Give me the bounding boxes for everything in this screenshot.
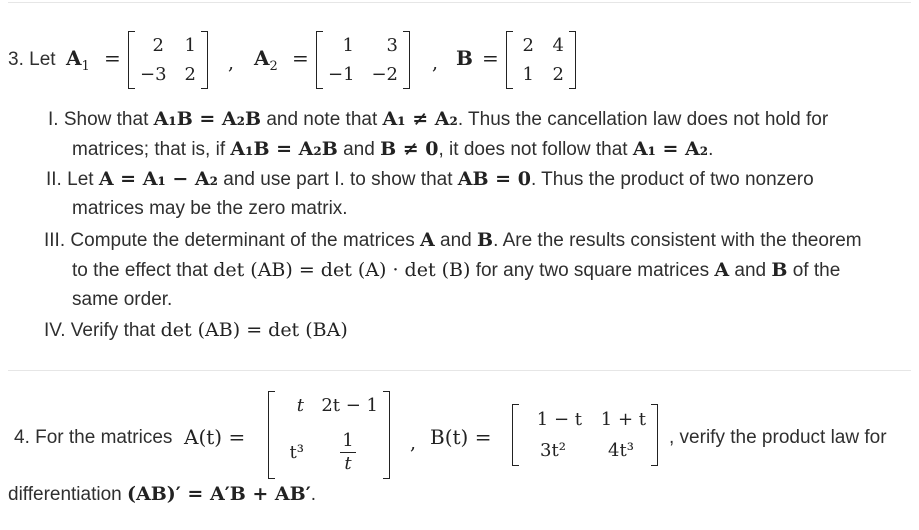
fraction-numerator: 1 [342, 430, 354, 452]
comma: , [432, 52, 439, 74]
matrix-cell: 4 [552, 34, 564, 56]
matrix-cell: 1 − t [536, 408, 582, 430]
matrix-cell: 2 [152, 34, 164, 56]
math-expression: A [714, 259, 730, 281]
math-expression: det (AB) = det (BA) [160, 319, 348, 341]
equals-sign: = [292, 46, 309, 70]
math-expression: A₁B = A₂B [230, 138, 338, 160]
matrix-cell: −3 [140, 63, 167, 85]
math-expression: B [477, 229, 494, 251]
roman-numeral: III. [44, 230, 66, 251]
matrix-cell: 3t² [540, 439, 566, 461]
math-expression: (AB)′ = A′B + AB′ [127, 483, 311, 505]
equals-sign: = [104, 46, 121, 70]
matrix-cell: −2 [371, 63, 398, 85]
a1-label: $A_1$ [66, 46, 90, 74]
text: . [708, 139, 714, 160]
text: . [310, 484, 317, 505]
matrix-cell: 2t − 1 [321, 394, 378, 416]
matrix-cell: t [296, 394, 304, 416]
math-expression: A = A₁ − A₂ [98, 168, 218, 190]
text: of the [792, 260, 841, 281]
roman-numeral: IV. [44, 320, 66, 341]
math-expression: A₁ = A₂ [632, 138, 709, 160]
part-3-line-1 [44, 228, 862, 253]
matrix-cell: −1 [328, 63, 355, 85]
text: and [343, 139, 375, 160]
top-divider [8, 2, 911, 3]
text: and [734, 260, 767, 281]
matrix-a2 [316, 31, 410, 89]
math-expression: AB = 0 [457, 168, 531, 190]
part-1-line-1 [48, 107, 828, 132]
problem-4-number: 4. For the matrices [14, 427, 173, 448]
section-divider [8, 370, 911, 371]
comma: , [228, 52, 235, 74]
roman-numeral: I. [48, 109, 59, 130]
matrix-cell: t³ [289, 441, 304, 463]
math-expression: B [771, 259, 788, 281]
matrix-cell: 3 [386, 34, 398, 56]
text: Show that [63, 109, 149, 130]
part-3-line-3: same order. [72, 289, 173, 310]
matrix-cell-fraction [318, 430, 378, 475]
matrix-cell: 2 [184, 63, 196, 85]
matrix-b [506, 31, 576, 89]
text: and [440, 230, 472, 251]
part-2-line-1 [46, 167, 814, 192]
matrix-cell: 4t³ [608, 439, 634, 461]
b-label: B [456, 46, 473, 70]
matrix-bt [512, 404, 658, 466]
part-1-line-2 [72, 137, 713, 162]
text: Compute the determinant of the matrices [70, 230, 415, 251]
text: and use part I. to show that [223, 169, 453, 190]
roman-numeral: II. [46, 169, 62, 190]
text: . Thus the product of two nonzero [530, 169, 814, 190]
text: Verify that [70, 320, 156, 341]
text: and note that [266, 109, 378, 130]
fraction-denominator: t [344, 453, 352, 475]
matrix-cell: 1 [184, 34, 196, 56]
matrix-cell: 1 [342, 34, 354, 56]
math-expression: B ≠ 0 [380, 138, 439, 160]
part-3-line-2 [72, 258, 840, 283]
bt-label: B(t) = [430, 425, 492, 449]
at-label: A(t) = [184, 425, 246, 449]
matrix-cell: 2 [552, 63, 564, 85]
matrix-a1 [128, 31, 208, 89]
comma: , [410, 432, 417, 454]
text: for any two square matrices [475, 260, 710, 281]
a2-label: $A_2$ [254, 46, 278, 74]
problem-3-number: 3. Let [8, 49, 56, 70]
text: to the effect that [72, 260, 208, 281]
matrix-cell: 1 [522, 63, 534, 85]
matrix-cell: 1 + t [600, 408, 646, 430]
math-expression: A [419, 229, 435, 251]
equals-sign: = [482, 46, 499, 70]
part-2-line-2: matrices may be the zero matrix. [72, 198, 348, 219]
math-expression: det (AB) = det (A) · det (B) [213, 259, 471, 281]
text: . Are the results consistent with the theorem [493, 230, 862, 251]
problem-4-text: , verify the product law for [669, 427, 887, 448]
text: Let [67, 169, 94, 190]
math-expression: A₁ ≠ A₂ [382, 108, 458, 130]
part-4-line-1 [44, 318, 348, 343]
text: matrices; that is, if [72, 139, 226, 160]
math-expression: A₁B = A₂B [153, 108, 262, 130]
matrix-at [268, 391, 390, 479]
text: . Thus the cancellation law does not hold for [457, 109, 829, 130]
matrix-cell: 2 [522, 34, 534, 56]
text: differentiation [8, 484, 122, 505]
problem-4-line-2 [8, 482, 316, 507]
text: , it does not follow that [438, 139, 628, 160]
